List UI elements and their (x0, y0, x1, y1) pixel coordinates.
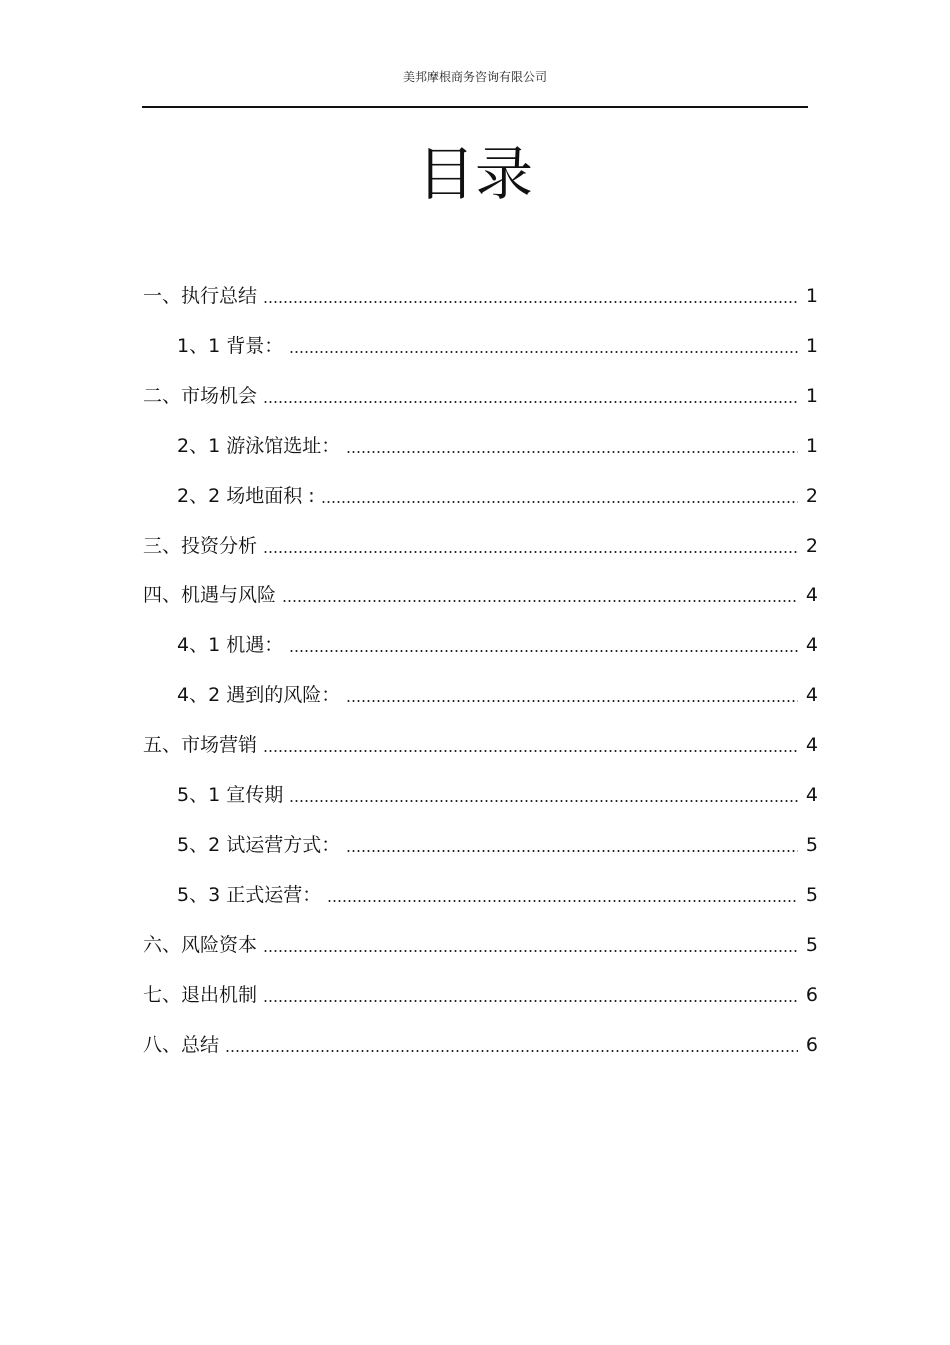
toc-entry-page-number: 6 (805, 983, 818, 1006)
toc-entry[interactable] (143, 522, 818, 558)
toc-entry-page-number: 4 (805, 634, 818, 657)
toc-entry[interactable] (143, 272, 818, 308)
toc-dot-leader (263, 949, 798, 953)
toc-dot-leader (289, 350, 798, 354)
toc-entry[interactable] (143, 1021, 818, 1057)
toc-entry-page-number: 2 (805, 534, 818, 557)
toc-dot-leader (263, 400, 798, 404)
toc-entry-label: 1、1 背景： (177, 334, 284, 357)
page-title: 目录 (416, 140, 533, 208)
toc-dot-leader (263, 550, 798, 554)
toc-entry-label: 2、1 游泳馆选址： (177, 434, 341, 457)
toc-entry[interactable] (143, 971, 818, 1007)
toc-dot-leader (263, 749, 798, 753)
toc-entry-label: 5、3 正式运营： (177, 883, 322, 906)
toc-dot-leader (346, 450, 798, 454)
toc-entry-label: 三、投资分析 (143, 534, 258, 557)
toc-entry-page-number: 5 (805, 833, 818, 856)
toc-entry[interactable] (177, 871, 818, 907)
toc-entry[interactable] (177, 671, 818, 707)
toc-dot-leader (289, 799, 798, 803)
toc-entry-label: 4、2 遇到的风险： (177, 684, 341, 707)
toc-entry-page-number: 1 (805, 434, 818, 457)
toc-entry-page-number: 5 (805, 883, 818, 906)
header-divider (142, 106, 808, 108)
header-company-name: 美邦摩根商务咨询有限公司 (402, 70, 547, 84)
toc-entry-label: 2、2 场地面积 : (177, 484, 315, 507)
toc-entry-label: 5、2 试运营方式： (177, 833, 341, 856)
toc-entry-page-number: 1 (805, 334, 818, 357)
toc-dot-leader (321, 500, 798, 504)
toc-entry-label: 一、执行总结 (143, 285, 258, 307)
toc-entry-label: 四、机遇与风险 (143, 584, 277, 607)
toc-entry-label: 五、市场营销 (143, 734, 258, 757)
toc-entry[interactable] (177, 821, 818, 857)
toc-entry[interactable] (143, 721, 818, 757)
toc-dot-leader (289, 649, 798, 653)
toc-dot-leader (263, 999, 798, 1003)
toc-entry-page-number: 5 (805, 933, 818, 956)
toc-entry[interactable] (177, 322, 818, 358)
toc-dot-leader (346, 849, 798, 853)
toc-dot-leader (263, 300, 798, 304)
toc-entry-page-number: 4 (805, 734, 818, 757)
toc-entry[interactable] (177, 472, 818, 508)
toc-entry-label: 4、1 机遇： (177, 634, 284, 657)
toc-entry[interactable] (177, 621, 818, 657)
toc-entry[interactable] (143, 372, 818, 408)
toc-entry-page-number: 1 (805, 285, 818, 307)
toc-dot-leader (346, 699, 798, 703)
toc-dot-leader (282, 599, 798, 603)
toc-entry-label: 七、退出机制 (143, 983, 258, 1006)
toc-entry[interactable] (143, 921, 818, 957)
toc-entry-page-number: 4 (805, 684, 818, 707)
toc-entry-page-number: 2 (805, 484, 818, 507)
toc-entry-page-number: 4 (805, 584, 818, 607)
toc-entry[interactable] (177, 422, 818, 458)
toc-dot-leader (327, 899, 798, 903)
toc-entry-label: 5、1 宣传期 (177, 784, 284, 806)
toc-entry-label: 六、风险资本 (143, 933, 258, 956)
toc-entry[interactable] (143, 571, 818, 607)
toc-entry-page-number: 4 (805, 784, 818, 806)
toc-entry-page-number: 1 (805, 384, 818, 407)
toc-entry-label: 二、市场机会 (143, 384, 258, 407)
toc-dot-leader (225, 1049, 798, 1053)
toc-entry[interactable] (177, 771, 818, 807)
toc-entry-page-number: 6 (805, 1033, 818, 1056)
toc-entry-label: 八、总结 (143, 1033, 220, 1056)
